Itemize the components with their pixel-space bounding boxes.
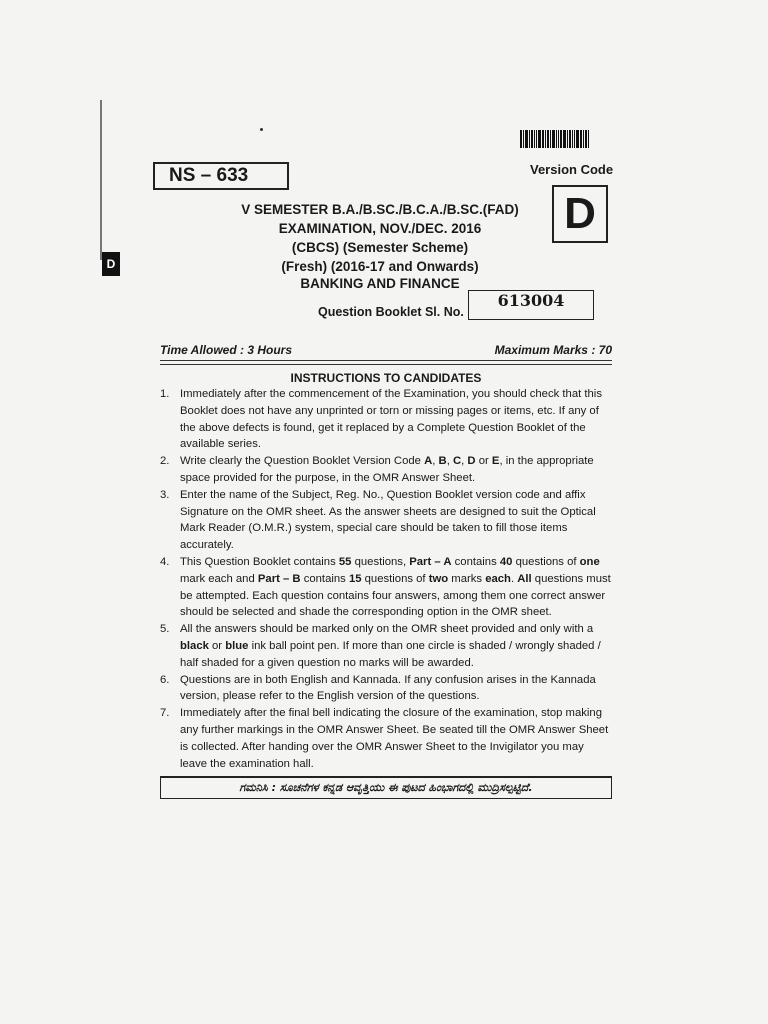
booklet-sl-number: 613004 bbox=[468, 290, 594, 320]
speck bbox=[260, 128, 263, 131]
instruction-item: 2. Write clearly the Question Booklet Version Code A, B, C, D or E, in the appropriate space provided for the purpose, in the OMR Answer Sheet. bbox=[160, 455, 594, 484]
double-rule bbox=[160, 360, 612, 365]
version-code-label: Version Code bbox=[530, 162, 614, 177]
barcode bbox=[520, 130, 602, 148]
booklet-sl-label: Question Booklet Sl. No. bbox=[318, 305, 464, 319]
heading-line-5: BANKING AND FINANCE bbox=[300, 276, 460, 291]
kannada-note: ಗಮನಿಸಿ : ಸೂಚನೆಗಳ ಕನ್ನಡ ಆವೃತ್ತಿಯು ಈ ಪುಟದ ಹಿಂಭಾಗದಲ್ಲಿ ಮುದ್ರಿಸಲ್ಪಟ್ಟಿದೆ. bbox=[160, 776, 612, 799]
instructions-title: INSTRUCTIONS TO CANDIDATES bbox=[290, 371, 482, 385]
heading-line-4: (Fresh) (2016-17 and Onwards) bbox=[281, 259, 479, 274]
instruction-item: 1. Immediately after the commencement of the Examination, you should check that this Booklet does not have any unprinted or torn or missing pages or items, etc. If any of the above defects is found, get it replaced by a Complete Question Booklet of the available series. bbox=[160, 388, 602, 451]
side-tab: D bbox=[102, 252, 120, 276]
heading-line-2: EXAMINATION, NOV./DEC. 2016 bbox=[278, 221, 482, 236]
exam-code: NS – 633 bbox=[153, 162, 289, 190]
instruction-item: 4. This Question Booklet contains 55 questions, Part – A contains 40 questions of one mark each and Part – B contains 15 questions of two marks each. All questions must be attempted. Each question contains four answers, among them one correct answer should be selected and shade the corresponding option in the OMR sheet. bbox=[160, 555, 611, 619]
version-code: D bbox=[552, 185, 608, 243]
instruction-item: 6. Questions are in both English and Kannada. If any confusion arises in the Kannada version, please refer to the English version of the questions. bbox=[160, 673, 596, 703]
time-allowed: Time Allowed : 3 Hours bbox=[160, 343, 293, 357]
page-edge-mark bbox=[100, 100, 102, 260]
instruction-item: 3. Enter the name of the Subject, Reg. No., Question Booklet version code and affix Signature on the OMR sheet. As the answer sheets are designed to suit the Optical Mark Reader (O.M.R.) system, special care should be taken to fill those items accurately. bbox=[160, 488, 596, 552]
instruction-item: 7. Immediately after the final bell indicating the closure of the examination, stop making any further markings in the OMR Answer Sheet. Be seated till the OMR Answer Sheet is collected. After handing over the OMR Answer Sheet to the Invigilator you may leave the examination hall. bbox=[160, 707, 609, 770]
maximum-marks: Maximum Marks : 70 bbox=[494, 343, 612, 357]
instruction-item: 5. All the answers should be marked only on the OMR sheet provided and only with a black or blue ink ball point pen. If more than one circle is shaded / wrongly shaded / half shaded for a given question no marks will be awarded. bbox=[160, 623, 601, 669]
time-marks-row bbox=[160, 343, 612, 357]
heading-line-1: V SEMESTER B.A./B.SC./B.C.A./B.SC.(FAD) bbox=[241, 202, 519, 217]
heading-line-3: (CBCS) (Semester Scheme) bbox=[291, 240, 469, 255]
instructions-list bbox=[160, 386, 612, 772]
